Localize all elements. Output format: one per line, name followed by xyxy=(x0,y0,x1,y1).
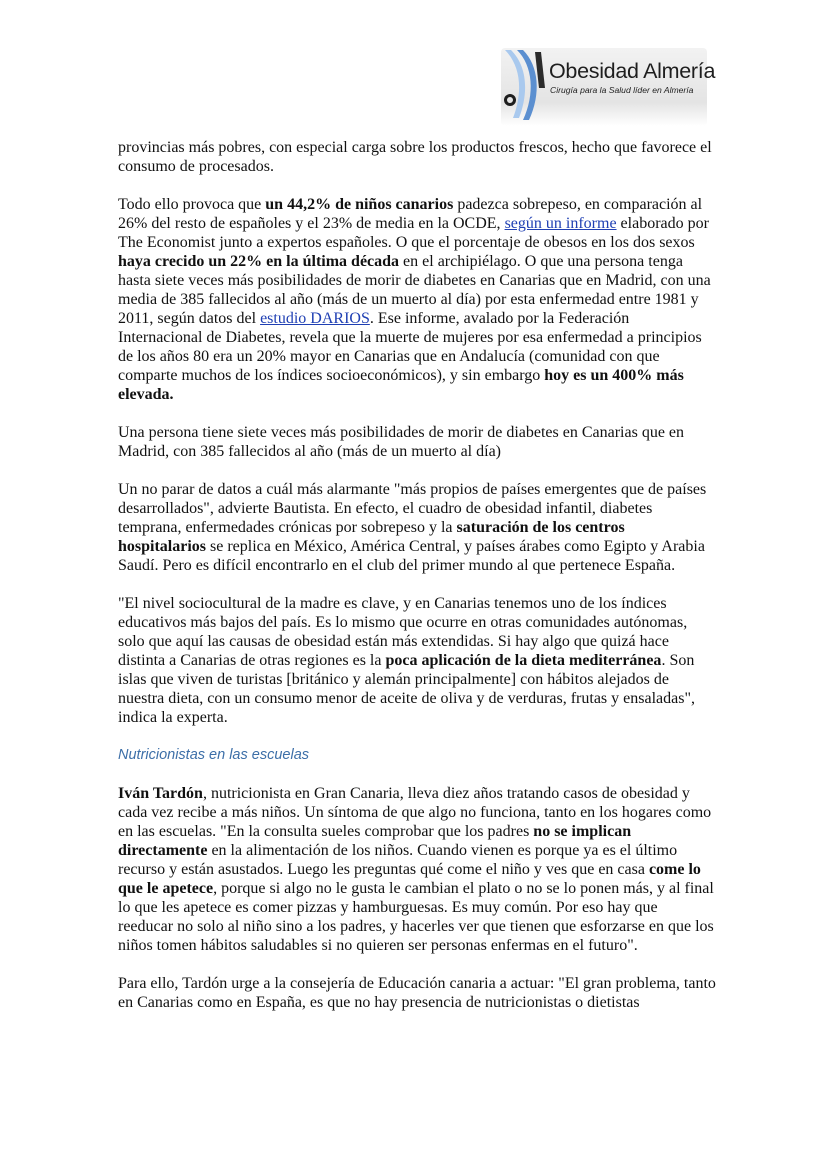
paragraph xyxy=(118,480,716,575)
paragraph-text: . Ese informe, avalado por la Federación Internacional de Diabetes, revela que la muerte de mujeres por esa enfermedad a principios de los años 80 era un 20% mayor en Canarias que en Andalucía (comunidad con que comparte muchos de los índices socioeconómicos), y sin embargo xyxy=(118,310,702,384)
bold-text: come lo que le apetece xyxy=(118,861,701,897)
logo-subtitle: Cirugía para la Salud líder en Almería xyxy=(550,85,694,95)
paragraph xyxy=(118,195,716,404)
paragraph-text: . Son islas que viven de turistas [británico y alemán principalmente] con hábitos alejados de nuestra dieta, con un consumo menor de aceite de oliva y de verduras, frutas y ensaladas", indica la experta. xyxy=(118,652,695,726)
bold-text: poca aplicación de la dieta mediterránea xyxy=(385,652,662,669)
paragraph-text: padezca sobrepeso, en comparación al 26% del resto de españoles y el 23% de media en la OCDE, xyxy=(118,196,703,232)
paragraph xyxy=(118,784,716,955)
bold-text: haya crecido un 22% en la última década xyxy=(118,253,400,270)
darios-study-link[interactable]: estudio DARIOS xyxy=(260,310,370,327)
paragraph-text: provincias más pobres, con especial carga sobre los productos frescos, hecho que favorece el consumo de procesados. xyxy=(118,139,712,175)
paragraph-text: , porque si algo no le gusta le cambian el plato o no se lo ponen más, y al final lo que les apetece es comer pizzas y hamburguesas. Es muy común. Por eso hay que reeducar no solo al niño sino a los padres, y hacerles ver que tienen que esforzarse en que los niños tomen hábitos saludables si no quieren ser personas enfermas en el futuro". xyxy=(118,880,714,954)
bold-text: Iván Tardón xyxy=(118,785,203,802)
bold-text: saturación de los centros hospitalarios xyxy=(118,519,625,555)
paragraph xyxy=(118,423,716,461)
paragraph-text: Una persona tiene siete veces más posibilidades de morir de diabetes en Canarias que en Madrid, con 385 fallecidos al año (más de un muerto al día) xyxy=(118,424,685,460)
report-link[interactable]: según un informe xyxy=(504,215,617,232)
paragraph-text: se replica en México, América Central, y países árabes como Egipto y Arabia Saudí. Pero es difícil encontrarlo en el club del primer mundo al que pertenece España. xyxy=(118,538,705,574)
paragraph-text: en el archipiélago. O que una persona tenga hasta siete veces más posibilidades de morir de diabetes en Canarias que en Madrid, con una media de 385 fallecidos al año (más de un muerto al día) por esta enfermedad entre 1981 y 2011, según datos del xyxy=(118,253,711,327)
section-heading: Nutricionistas en las escuelas xyxy=(118,747,310,763)
bold-text: hoy es un 400% más elevada. xyxy=(118,367,684,403)
bold-text: un 44,2% de niños canarios xyxy=(265,196,454,213)
paragraph xyxy=(118,974,716,1012)
paragraph xyxy=(118,594,716,727)
bold-text: no se implican directamente xyxy=(118,823,632,859)
logo-title: Obesidad Almería xyxy=(549,59,716,83)
article-body xyxy=(118,138,716,1031)
paragraph-text: elaborado por The Economist junto a expertos españoles. O que el porcentaje de obesos en los dos sexos xyxy=(118,215,709,251)
paragraph xyxy=(118,138,716,176)
paragraph-text: Un no parar de datos a cuál más alarmante "más propios de países emergentes que de países desarrollados", advierte Bautista. En efecto, el cuadro de obesidad infantil, diabetes temprana, enfermedades crónicas por sobrepeso y la xyxy=(118,481,707,536)
paragraph-text: Para ello, Tardón urge a la consejería de Educación canaria a actuar: "El gran problema, tanto en Canarias como en España, es que no hay presencia de nutricionistas o dietistas xyxy=(118,975,716,1011)
paragraph-text: Todo ello provoca que xyxy=(118,196,266,213)
paragraph-text: en la alimentación de los niños. Cuando vienen es porque ya es el último recurso y están asustados. Luego les preguntas qué come el niño y ves que en casa xyxy=(118,842,678,878)
paragraph-text: "El nivel sociocultural de la madre es clave, y en Canarias tenemos uno de los índices educativos más bajos del país. Es lo mismo que ocurre en otras comunidades autónomas, solo que aquí las causas de obesidad están más extendidas. Si hay algo que quizá hace distinta a Canarias de otras regiones es la xyxy=(118,595,688,669)
paragraph-text: , nutricionista en Gran Canaria, lleva diez años tratando casos de obesidad y cada vez recibe a más niños. Un síntoma de que algo no funciona, tanto en los hogares como en las escuelas. "En la consulta sueles comprobar que los padres xyxy=(118,785,712,840)
logo xyxy=(501,48,716,132)
